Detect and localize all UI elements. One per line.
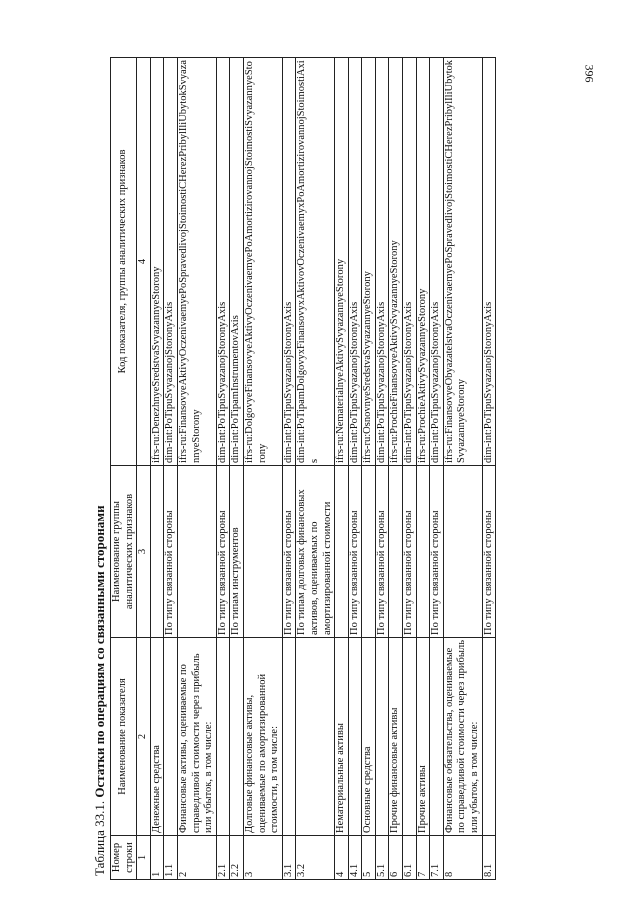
table-row <box>389 58 403 880</box>
table-row <box>230 58 244 880</box>
group-name: По типу связанной стороны <box>403 466 417 638</box>
indicator-code: ifrs-ru:OsnovnyeSredstvaSvyazannyeStorony <box>362 58 376 466</box>
row-number: 4.1 <box>348 836 362 880</box>
table-row <box>150 58 164 880</box>
group-name <box>389 466 403 638</box>
indicator-name <box>230 638 244 836</box>
table-row <box>482 58 496 880</box>
table-row <box>430 58 444 880</box>
page-number: 396 <box>582 64 597 83</box>
indicator-name: Долговые финансовые активы, оцениваемые по амортизированной стоимости, в том числе: <box>243 638 282 836</box>
group-name <box>335 466 349 638</box>
indicator-name <box>403 638 417 836</box>
indicator-name <box>296 638 335 836</box>
row-number: 5 <box>362 836 376 880</box>
indicator-code: dim-int:PoTipuSvyazanojStoronyAxis <box>375 58 389 466</box>
row-number: 1 <box>150 836 164 880</box>
indicator-code: dim-int:PoTipuSvyazanojStoronyAxis <box>164 58 178 466</box>
column-index-row <box>137 58 151 880</box>
table-row <box>416 58 430 880</box>
column-index: 1 <box>137 836 151 880</box>
row-number: 3.1 <box>282 836 296 880</box>
indicator-code: ifrs-ru:ProchieFinansovyeAktivySvyazannyeStorony <box>389 58 403 466</box>
group-name <box>362 466 376 638</box>
group-name: По типу связанной стороны <box>375 466 389 638</box>
indicator-name <box>430 638 444 836</box>
row-number: 6 <box>389 836 403 880</box>
indicator-code: dim-int:PoTipuSvyazanojStoronyAxis <box>282 58 296 466</box>
indicator-code: dim-int:PoTipuSvyazanojStoronyAxis <box>348 58 362 466</box>
table-row <box>216 58 230 880</box>
indicator-name <box>348 638 362 836</box>
indicator-code: dim-int:PoTipuSvyazanojStoronyAxis <box>430 58 444 466</box>
row-number: 4 <box>335 836 349 880</box>
indicator-name <box>482 638 496 836</box>
group-name: По типам инструментов <box>230 466 244 638</box>
row-number: 6.1 <box>403 836 417 880</box>
group-name <box>443 466 482 638</box>
table-title <box>92 50 108 876</box>
indicator-code: ifrs-ru:DenezhnyeSredstvaSvyazannyeStorony <box>150 58 164 466</box>
indicator-name <box>375 638 389 836</box>
row-number: 8.1 <box>482 836 496 880</box>
group-name <box>150 466 164 638</box>
indicator-name: Прочие финансовые активы <box>389 638 403 836</box>
table-row <box>375 58 389 880</box>
column-index: 2 <box>137 638 151 836</box>
group-name: По типам долговых финансовых активов, оцениваемых по амортизированной стоимости <box>296 466 335 638</box>
indicator-name: Нематериальные активы <box>335 638 349 836</box>
table-row <box>164 58 178 880</box>
table-title-text: Остатки по операциям со связанными сторонами <box>92 505 107 798</box>
indicator-code: dim-int:PoTipamDolgovyxFinansovyxAktivovOczenivaemyxPoAmortizirovannojStoimostiAxis <box>296 58 335 466</box>
indicator-name <box>216 638 230 836</box>
column-index: 3 <box>137 466 151 638</box>
row-number: 1.1 <box>164 836 178 880</box>
related-party-balances-table <box>110 57 496 880</box>
group-name: По типу связанной стороны <box>348 466 362 638</box>
group-name: По типу связанной стороны <box>430 466 444 638</box>
indicator-code: dim-int:PoTipamInstrumentovAxis <box>230 58 244 466</box>
header-code: Код показателя, группы аналитических признаков <box>111 58 137 466</box>
table-row <box>348 58 362 880</box>
indicator-code: dim-int:PoTipuSvyazanojStoronyAxis <box>216 58 230 466</box>
table-row <box>243 58 282 880</box>
group-name: По типу связанной стороны <box>216 466 230 638</box>
indicator-name: Основные средства <box>362 638 376 836</box>
rotated-table-block <box>92 50 496 880</box>
indicator-name: Финансовые обязательства, оцениваемые по справедливой стоимости через прибыль или убыток, в том числе: <box>443 638 482 836</box>
table-row <box>177 58 216 880</box>
row-number: 7 <box>416 836 430 880</box>
table-title-number: Таблица 33.1. <box>92 800 107 876</box>
table-row <box>403 58 417 880</box>
indicator-code: ifrs-ru:ProchieAktivySvyazannyeStorony <box>416 58 430 466</box>
row-number: 3 <box>243 836 282 880</box>
indicator-name <box>282 638 296 836</box>
row-number: 8 <box>443 836 482 880</box>
group-name: По типу связанной стороны <box>482 466 496 638</box>
group-name <box>416 466 430 638</box>
row-number: 2.2 <box>230 836 244 880</box>
header-group-name: Наименование группы аналитических признаков <box>111 466 137 638</box>
header-row <box>111 58 137 880</box>
table-row <box>443 58 482 880</box>
row-number: 5.1 <box>375 836 389 880</box>
indicator-code: ifrs-ru:NematerialnyeAktivySvyazannyeStorony <box>335 58 349 466</box>
group-name: По типу связанной стороны <box>164 466 178 638</box>
group-name: По типу связанной стороны <box>282 466 296 638</box>
row-number: 2.1 <box>216 836 230 880</box>
table-row <box>362 58 376 880</box>
indicator-code: dim-int:PoTipuSvyazanojStoronyAxis <box>403 58 417 466</box>
indicator-name: Денежные средства <box>150 638 164 836</box>
row-number: 7.1 <box>430 836 444 880</box>
header-indicator-name: Наименование показателя <box>111 638 137 836</box>
indicator-code: dim-int:PoTipuSvyazanojStoronyAxis <box>482 58 496 466</box>
table-row <box>296 58 335 880</box>
table-row <box>335 58 349 880</box>
indicator-name: Финансовые активы, оцениваемые по справедливой стоимости через прибыль или убыток, в том числе: <box>177 638 216 836</box>
header-row-number: Номер строки <box>111 836 137 880</box>
indicator-code: ifrs-ru:FinansovyeAktivyOczenivaemyePoSpravedlivojStoimostiCHerezPribylIliUbytokSvyazannyeStorony <box>177 58 216 466</box>
row-number: 3.2 <box>296 836 335 880</box>
group-name <box>243 466 282 638</box>
group-name <box>177 466 216 638</box>
indicator-name: Прочие активы <box>416 638 430 836</box>
indicator-name <box>164 638 178 836</box>
table-row <box>282 58 296 880</box>
row-number: 2 <box>177 836 216 880</box>
column-index: 4 <box>137 58 151 466</box>
indicator-code: ifrs-ru:DolgovyeFinansovyeAktivyOczenivaemyePoAmortizirovannojStoimostiSvyazannyeStorony <box>243 58 282 466</box>
indicator-code: ifrs-ru:FinansovyeObyazatelstvaOczenivaemyePoSpravedlivojStoimostiCHerezPribylIliUbytokSvyazannyeStorony <box>443 58 482 466</box>
